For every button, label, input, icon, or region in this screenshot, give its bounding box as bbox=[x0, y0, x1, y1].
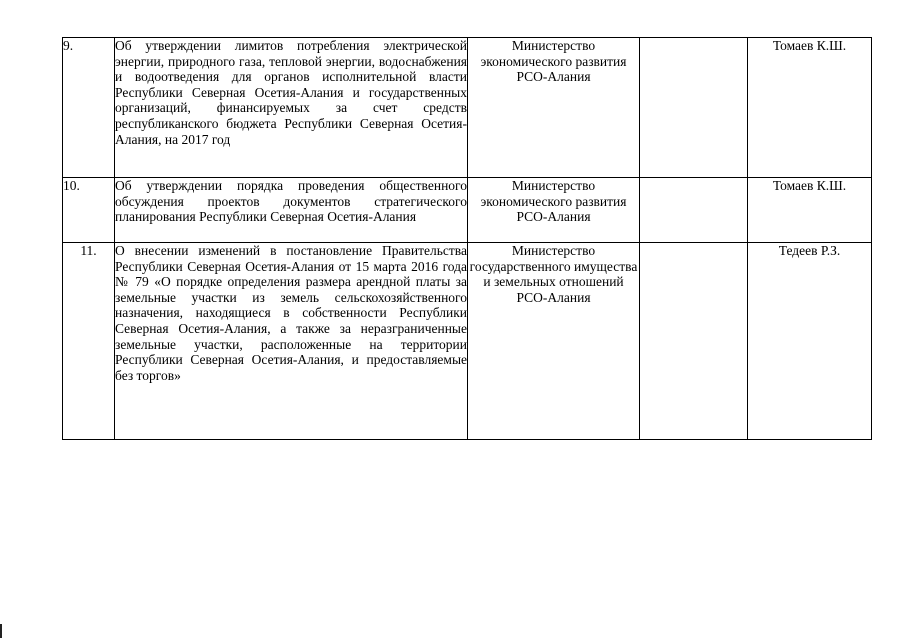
row-organization: Министерство экономического развития РСО-Алания bbox=[468, 38, 640, 178]
table-row bbox=[63, 38, 872, 178]
plan-table bbox=[62, 37, 872, 440]
row-organization: Министерство государственного имущества и земельных отношений РСО-Алания bbox=[468, 243, 640, 440]
row-responsible: Тедеев Р.З. bbox=[748, 243, 872, 440]
row-blank-cell bbox=[640, 38, 748, 178]
row-blank-cell bbox=[640, 178, 748, 243]
row-subject: Об утверждении порядка проведения общественного обсуждения проектов документов стратегического планирования Республики Северная Осетия-Алания bbox=[115, 178, 468, 243]
table-row bbox=[63, 243, 872, 440]
row-blank-cell bbox=[640, 243, 748, 440]
table-row bbox=[63, 178, 872, 243]
row-number: 9. bbox=[63, 38, 115, 178]
row-responsible: Томаев К.Ш. bbox=[748, 178, 872, 243]
row-responsible: Томаев К.Ш. bbox=[748, 38, 872, 178]
row-organization: Министерство экономического развития РСО-Алания bbox=[468, 178, 640, 243]
row-subject: Об утверждении лимитов потребления электрической энергии, природного газа, тепловой энергии, водоснабжения и водоотведения для органов исполнительной власти Республики Северная Осетия-Алания и государственных организаций, финансируемых за счет средств республиканского бюджета Республики Северная Осетия-Алания, на 2017 год bbox=[115, 38, 468, 178]
row-number: 11. bbox=[63, 243, 115, 440]
scan-edge-mark bbox=[0, 624, 2, 638]
row-number: 10. bbox=[63, 178, 115, 243]
row-subject: О внесении изменений в постановление Правительства Республики Северная Осетия-Алания от 15 марта 2016 года № 79 «О порядке определения размера арендной платы за земельные участки из земель сельскохозяйственного назначения, находящиеся в собственности Республики Северная Осетия-Алания, а также за неразграниченные земельные участки, расположенные на территории Республики Северная Осетия-Алания, и предоставляемые без торгов» bbox=[115, 243, 468, 440]
